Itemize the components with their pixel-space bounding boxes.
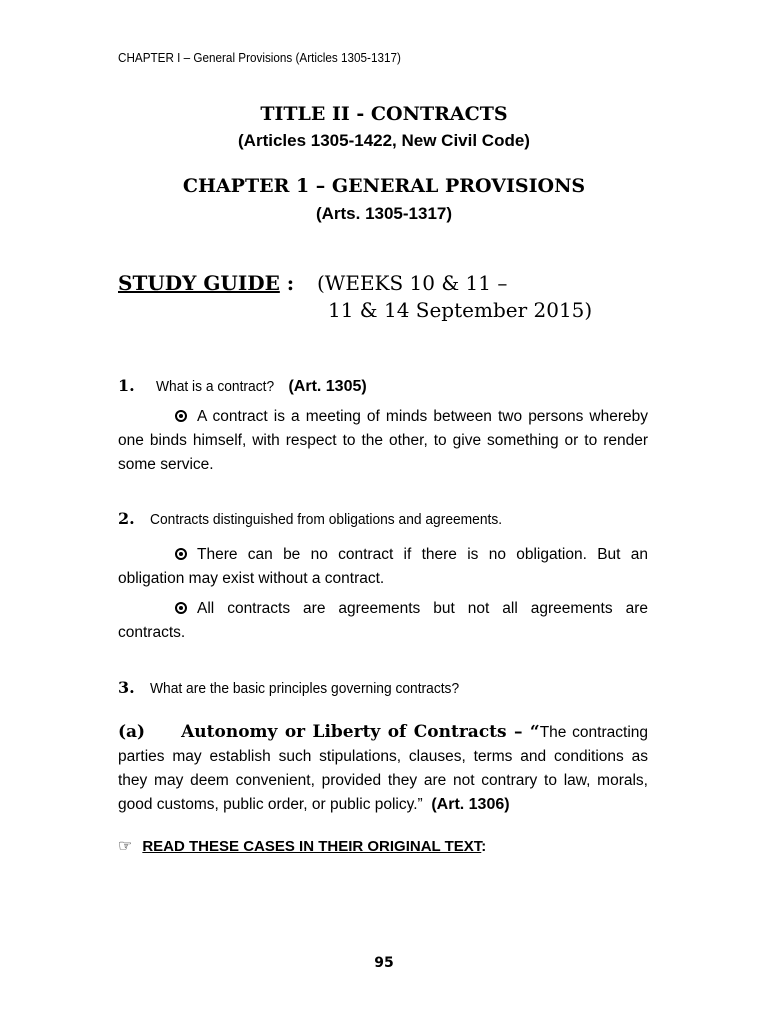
- study-guide-weeks-line2: 11 & 14 September 2015): [328, 298, 593, 322]
- bullet-icon: [175, 548, 187, 560]
- running-header: CHAPTER I – General Provisions (Articles 1305-1317): [118, 50, 401, 65]
- question-number: 2.: [118, 509, 135, 528]
- chapter-heading: CHAPTER 1 – GENERAL PROVISIONS: [182, 175, 586, 197]
- answer-text: All contracts are agreements but not all agreements are contracts.: [118, 600, 648, 641]
- question-3: [118, 678, 486, 698]
- read-cases-line: [118, 836, 486, 856]
- principle-label: (a): [118, 722, 146, 742]
- study-guide-weeks-line1: (WEEKS 10 & 11 –: [317, 271, 508, 295]
- page-number: 95: [374, 955, 394, 971]
- answer-text: A contract is a meeting of minds between two persons whereby one binds himself, with respect to the other, to give something or to render some service.: [118, 408, 648, 473]
- question-text: Contracts distinguished from obligations and agreements.: [149, 511, 502, 528]
- bullet-icon: [175, 410, 187, 422]
- answer-text: There can be no contract if there is no obligation. But an obligation may exist without a contract.: [118, 546, 648, 587]
- article-reference: (Art. 1305): [288, 378, 367, 395]
- answer-paragraph: [118, 543, 648, 591]
- bullet-icon: [175, 602, 187, 614]
- pointing-hand-icon: ☞: [118, 838, 133, 855]
- title-subheading: (Articles 1305-1422, New Civil Code): [238, 131, 530, 150]
- answer-paragraph: [118, 597, 648, 645]
- study-guide-colon: :: [279, 271, 295, 295]
- question-1: [118, 376, 367, 396]
- principle-heading: Autonomy or Liberty of Contracts – “: [181, 722, 540, 742]
- title-heading: TITLE II - CONTRACTS: [260, 103, 508, 125]
- article-reference: (Art. 1306): [431, 796, 510, 813]
- question-2: [118, 509, 532, 529]
- principle-a-paragraph: [118, 720, 648, 817]
- study-guide-label: [118, 271, 294, 295]
- question-text: What are the basic principles governing contracts?: [149, 680, 459, 697]
- study-guide-text: STUDY GUIDE: [118, 271, 280, 295]
- question-number: 3.: [118, 678, 135, 697]
- read-cases-text: READ THESE CASES IN THEIR ORIGINAL TEXT: [142, 838, 482, 855]
- principle-body: The contracting parties may establish such stipulations, clauses, terms and conditions as they may deem convenient, provided they are not contrary to law, morals, good customs, public order, or public policy.”: [118, 724, 649, 813]
- question-text: What is a contract?: [155, 378, 274, 395]
- question-number: 1.: [118, 376, 135, 395]
- chapter-subheading: (Arts. 1305-1317): [315, 204, 453, 223]
- answer-paragraph: [118, 405, 648, 477]
- read-cases-colon: :: [481, 838, 487, 855]
